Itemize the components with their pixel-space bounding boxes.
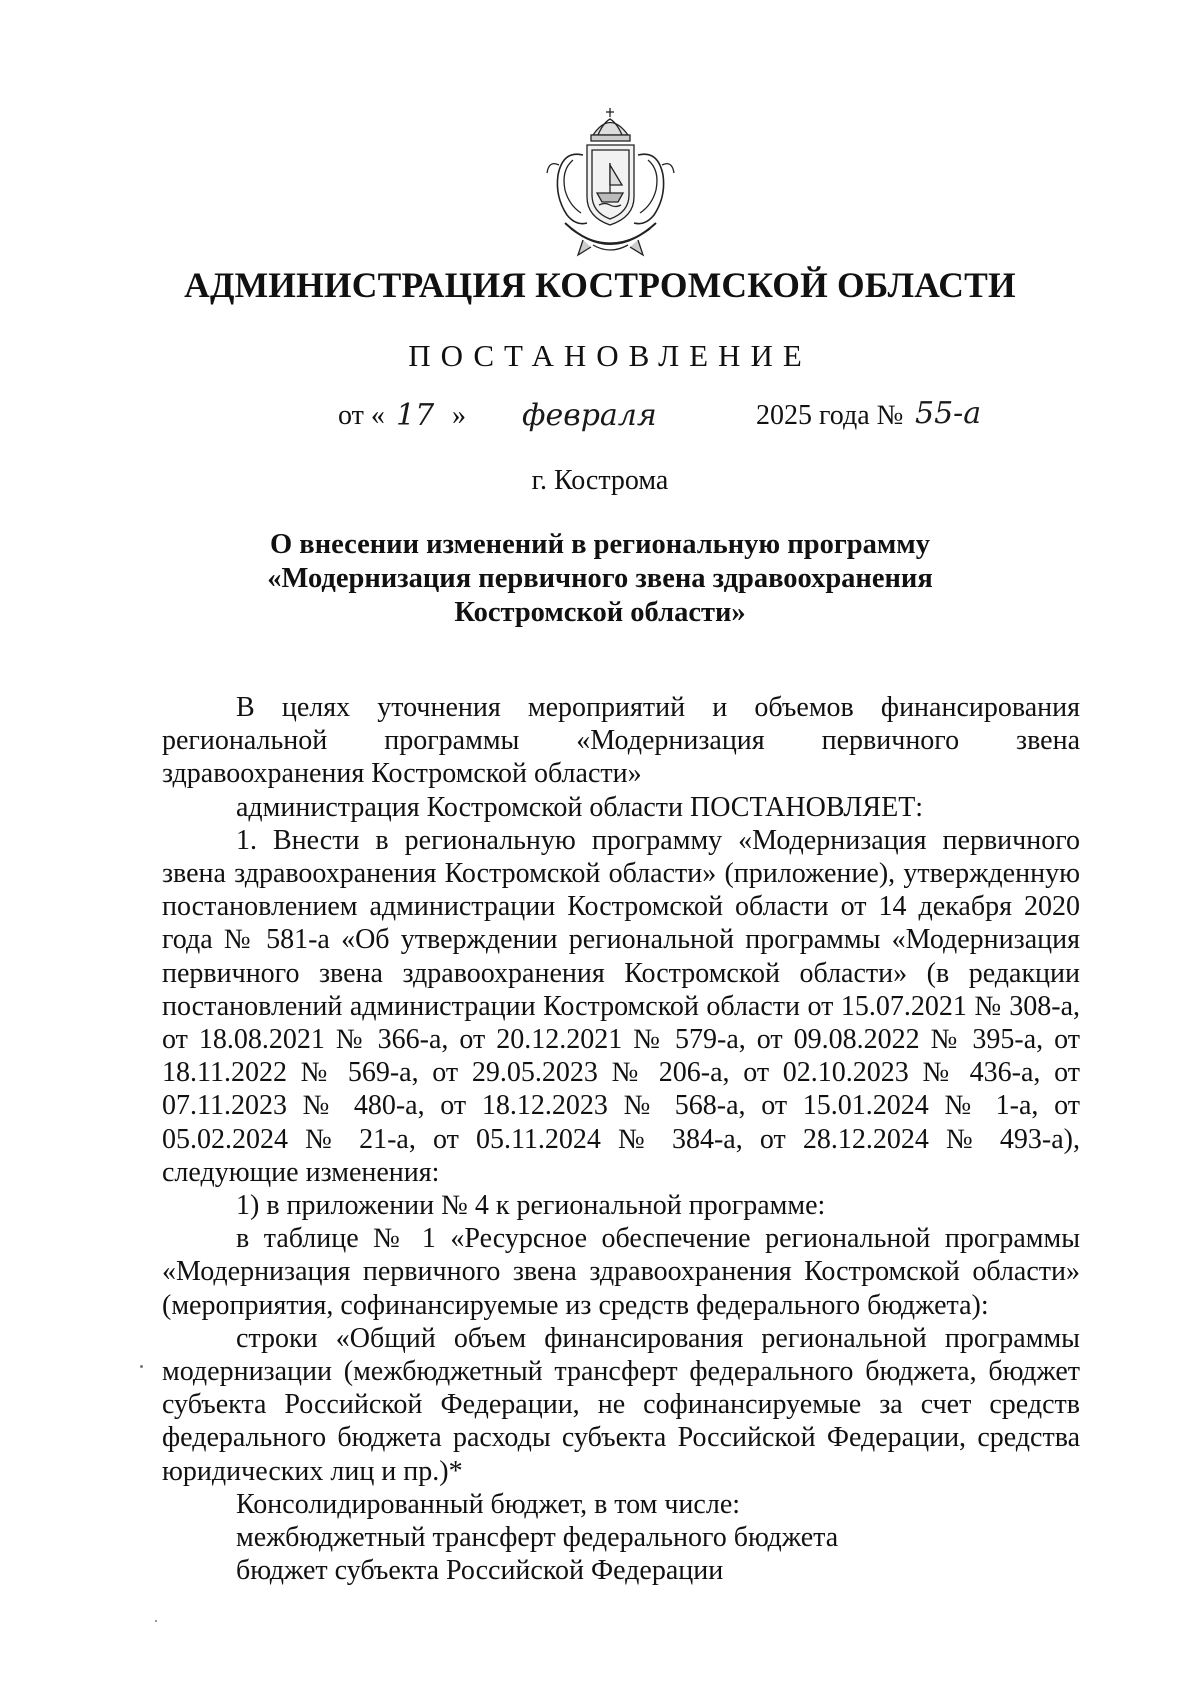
- decree-paragraph: администрация Костромской области ПОСТАНОВЛЯЕТ:: [236, 791, 924, 823]
- scan-speck: [140, 1365, 143, 1368]
- scan-speck: [155, 1620, 157, 1622]
- date-prefix: от «: [338, 400, 385, 431]
- date-month: февраля: [522, 398, 657, 433]
- document-date-line: [0, 396, 1200, 444]
- date-day: 17: [396, 398, 435, 433]
- organization-title: АДМИНИСТРАЦИЯ КОСТРОМСКОЙ ОБЛАСТИ: [184, 265, 1016, 305]
- row-federal-transfer: межбюджетный трансферт федерального бюджета: [236, 1522, 839, 1554]
- document-body: [162, 691, 1080, 1587]
- subject-line: Костромской области»: [454, 597, 746, 628]
- date-day-close: »: [452, 400, 466, 431]
- date-year: 2025 года №: [756, 400, 904, 431]
- item-1-paragraph: 1. Внести в региональную программу «Модернизация первичного звена здравоохранения Костромской области» (приложение), утвержденную постановлением администрации Костромской области от 14 декабря 2020 года № 581-а «Об утверждении региональной программы «Модернизация первичного звена здравоохранения Костромской области» (в редакции постановлений администрации Костромской области от 15.07.2021 № 308-а, от 18.08.2021 № 366-а, от 20.12.2021 № 579-а, от 09.08.2022 № 395-а, от 18.11.2022 № 569-а, от 29.05.2023 № 206-а, от 02.10.2023 № 436-а, от 07.11.2023 № 480-а, от 18.12.2023 № 568-а, от 15.01.2024 № 1-а, от 05.02.2024 № 21-а, от 05.11.2024 № 384-а, от 28.12.2024 № 493-а), следующие изменения:: [162, 824, 1080, 1188]
- document-number: 55-а: [915, 396, 982, 431]
- subitem-1-paragraph: 1) в приложении № 4 к региональной программе:: [236, 1190, 826, 1222]
- document-type: ПОСТАНОВЛЕНИЕ: [408, 338, 812, 373]
- row-subject-budget: бюджет субъекта Российской Федерации: [236, 1555, 724, 1587]
- rows-intro-paragraph: строки «Общий объем финансирования региональной программы модернизации (межбюджетный трансферт федерального бюджета, бюджет субъекта Российской Федерации, не софинансируемые за счет средств федерального бюджета расходы субъекта Российской Федерации, средства юридических лиц и пр.)*: [162, 1322, 1080, 1487]
- subject-line: «Модернизация первичного звена здравоохранения: [267, 563, 933, 594]
- row-consolidated-budget: Консолидированный бюджет, в том числе:: [236, 1488, 741, 1520]
- city: г. Кострома: [531, 465, 669, 496]
- coat-of-arms-icon: [543, 105, 678, 270]
- document-subject: [0, 528, 1200, 630]
- subject-line: О внесении изменений в региональную программу: [270, 529, 930, 560]
- table-reference-paragraph: в таблице № 1 «Ресурсное обеспечение региональной программы «Модернизация первичного звена здравоохранения Костромской области» (мероприятия, софинансируемые из средств федерального бюджета):: [162, 1223, 1080, 1321]
- preamble-paragraph: В целях уточнения мероприятий и объемов финансирования региональной программы «Модернизация первичного звена здравоохранения Костромской области»: [162, 692, 1080, 790]
